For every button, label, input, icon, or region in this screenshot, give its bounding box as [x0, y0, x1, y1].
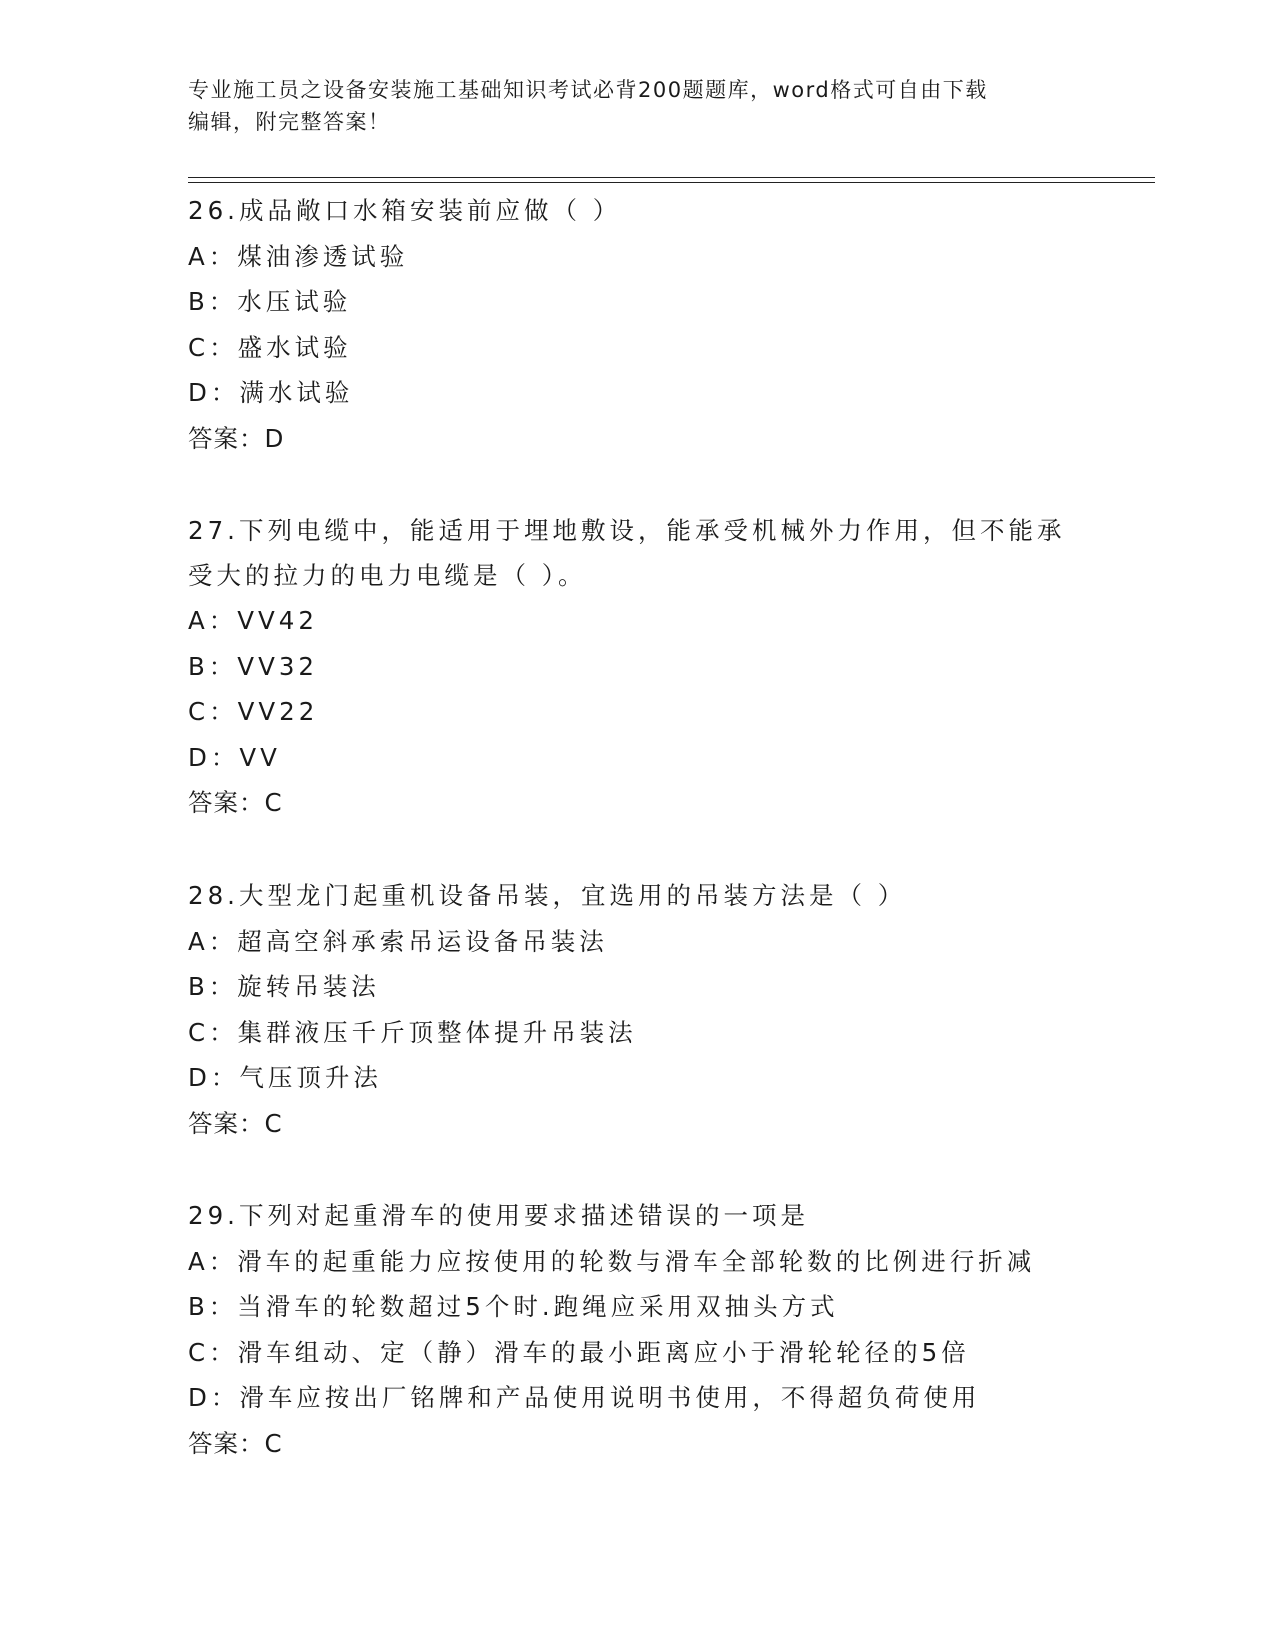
option-c: C：VV22: [188, 697, 319, 726]
answer: 答案：D: [188, 423, 285, 453]
option-a: A：超高空斜承索吊运设备吊装法: [188, 926, 608, 956]
option-d: D：滑车应按出厂铭牌和产品使用说明书使用，不得超负荷使用: [188, 1383, 981, 1412]
question-stem-line-2: 受大的拉力的电力电缆是（ ）。: [188, 561, 587, 590]
header-line-2: 编辑，附完整答案！: [188, 110, 391, 134]
question-27: [188, 508, 1088, 826]
option-c: C：滑车组动、定（静）滑车的最小距离应小于滑轮轮径的5倍: [188, 1337, 970, 1367]
question-29: [188, 1193, 1088, 1466]
question-28: [188, 873, 1088, 1146]
question-stem-line-1: 27.下列电缆中，能适用于埋地敷设，能承受机械外力作用，但不能承: [188, 516, 1066, 545]
answer: 答案：C: [188, 788, 283, 817]
option-b: B：VV32: [188, 651, 319, 681]
question-stem: 29.下列对起重滑车的使用要求描述错误的一项是: [188, 1201, 809, 1230]
question-26: [188, 188, 1088, 461]
option-b: B：水压试验: [188, 287, 352, 316]
question-stem: 28.大型龙门起重机设备吊装，宜选用的吊装方法是（ ）: [188, 881, 907, 910]
header-divider-bottom: [188, 182, 1155, 183]
answer: 答案：C: [188, 1428, 283, 1458]
option-d: D：气压顶升法: [188, 1063, 382, 1092]
option-a: A：滑车的起重能力应按使用的轮数与滑车全部轮数的比例进行折减: [188, 1246, 1036, 1276]
option-a: A：煤油渗透试验: [188, 241, 409, 271]
document-header: [188, 74, 1088, 138]
header-line-1: 专业施工员之设备安装施工基础知识考试必背200题题库，word格式可自由下载: [188, 78, 988, 102]
option-c: C：集群液压千斤顶整体提升吊装法: [188, 1017, 637, 1047]
option-d: D：VV: [188, 742, 281, 772]
answer: 答案：C: [188, 1108, 283, 1138]
option-d: D：满水试验: [188, 378, 354, 407]
option-a: A：VV42: [188, 606, 318, 635]
question-stem: [188, 508, 1088, 598]
question-stem: 26.成品敞口水箱安装前应做（ ）: [188, 196, 622, 225]
header-divider-top: [188, 177, 1155, 178]
option-b: B：旋转吊装法: [188, 972, 380, 1001]
option-c: C：盛水试验: [188, 332, 352, 362]
option-b: B：当滑车的轮数超过5个时.跑绳应采用双抽头方式: [188, 1292, 839, 1321]
